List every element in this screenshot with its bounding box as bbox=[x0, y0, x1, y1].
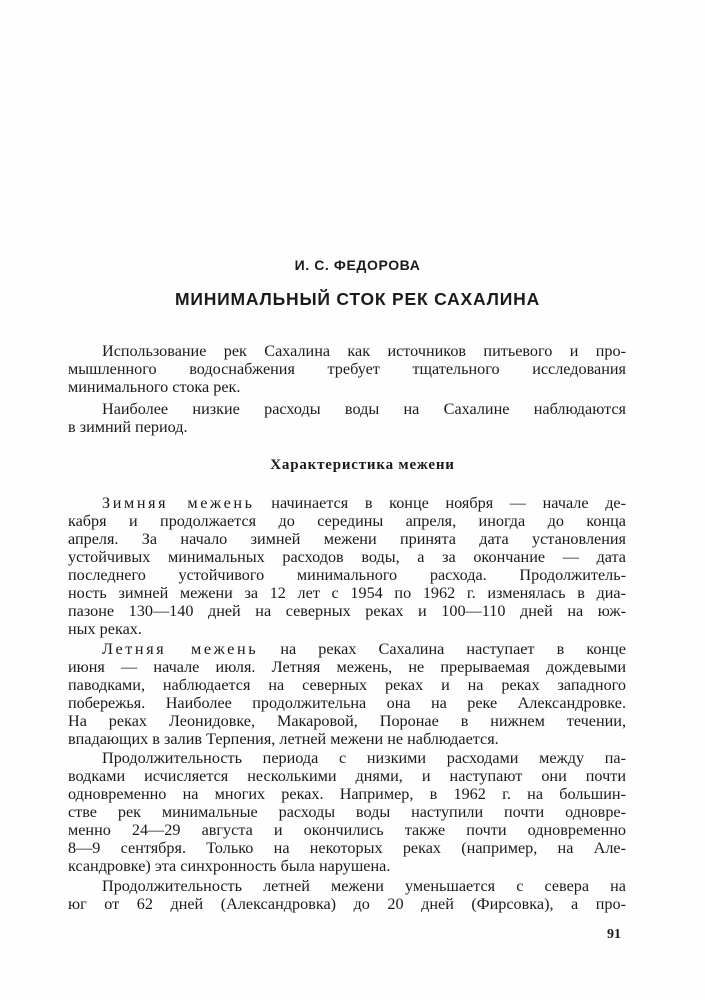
summer-line-2: июня — начале июля. Летняя межень, не прерываемая дождевыми bbox=[68, 658, 626, 676]
page-number: 91 bbox=[607, 927, 621, 942]
winter-lead-term: Зимняя межень bbox=[102, 494, 255, 512]
duration-line-2: юг от 62 дней (Александровка) до 20 дней (Фирсовка), а про- bbox=[68, 895, 626, 913]
winter-line-1-rest: начинается в конце ноября — начале де- bbox=[254, 494, 627, 512]
winter-line-8: ных реках. bbox=[68, 620, 142, 638]
winter-line-3: апреля. За начало зимней межени принята дата установления bbox=[68, 530, 626, 548]
period-line-2: водками исчисляется несколькими днями, и наступают они почти bbox=[68, 767, 626, 785]
winter-line-7: пазоне 130—140 дней на северных реках и 100—110 дней на юж- bbox=[68, 602, 626, 620]
intro-line-5: в зимний период. bbox=[68, 418, 188, 436]
intro-line-2: мышленного водоснабжения требует тщательного исследования bbox=[68, 360, 626, 378]
period-line-3: одновременно на многих реках. Например, в 1962 г. на большин- bbox=[68, 785, 626, 803]
section-heading: Характеристика межени bbox=[270, 457, 455, 473]
summer-line-3: паводками, наблюдается на северных реках и на реках западного bbox=[68, 676, 626, 694]
period-line-4: стве рек минимальные расходы воды наступили почти одновре- bbox=[68, 803, 626, 821]
summer-line-1 bbox=[68, 640, 626, 658]
winter-line-2: кабря и продолжается до середины апреля, иногда до конца bbox=[68, 512, 626, 530]
duration-line-1: Продолжительность летней межени уменьшается с севера на bbox=[102, 877, 626, 895]
winter-line-5: последнего устойчивого минимального расхода. Продолжитель- bbox=[68, 566, 626, 584]
winter-line-1 bbox=[68, 494, 626, 512]
period-line-1: Продолжительность периода с низкими расходами между па- bbox=[102, 749, 626, 767]
summer-line-6: впадающих в залив Терпения, летней межени не наблюдается. bbox=[68, 730, 499, 748]
author-name: И. С. ФЕДОРОВА bbox=[294, 257, 421, 273]
period-line-6: 8—9 сентября. Только на некоторых реках (например, на Але- bbox=[68, 839, 626, 857]
winter-line-4: устойчивых минимальных расходов воды, а за окончание — дата bbox=[68, 548, 626, 566]
intro-line-3: минимального стока рек. bbox=[68, 378, 241, 396]
period-line-7: ксандровке) эта синхронность была нарушена. bbox=[68, 857, 391, 875]
summer-line-4: побережья. Наиболее продолжительна она на реке Александровке. bbox=[68, 694, 626, 712]
period-line-5: менно 24—29 августа и окончились также почти одновременно bbox=[68, 821, 626, 839]
intro-line-1: Использование рек Сахалина как источников питьевого и про- bbox=[102, 342, 626, 360]
article-title: МИНИМАЛЬНЫЙ СТОК РЕК САХАЛИНА bbox=[174, 289, 541, 309]
summer-line-5: На реках Леонидовке, Макаровой, Поронае в нижнем течении, bbox=[68, 712, 626, 730]
winter-line-6: ность зимней межени за 12 лет с 1954 по 1962 г. изменялась в диа- bbox=[68, 584, 626, 602]
summer-line-1-rest: на реках Сахалина наступает в конце bbox=[258, 640, 626, 658]
summer-lead-term: Летняя межень bbox=[102, 640, 259, 658]
intro-line-4: Наиболее низкие расходы воды на Сахалине наблюдаются bbox=[102, 400, 626, 418]
